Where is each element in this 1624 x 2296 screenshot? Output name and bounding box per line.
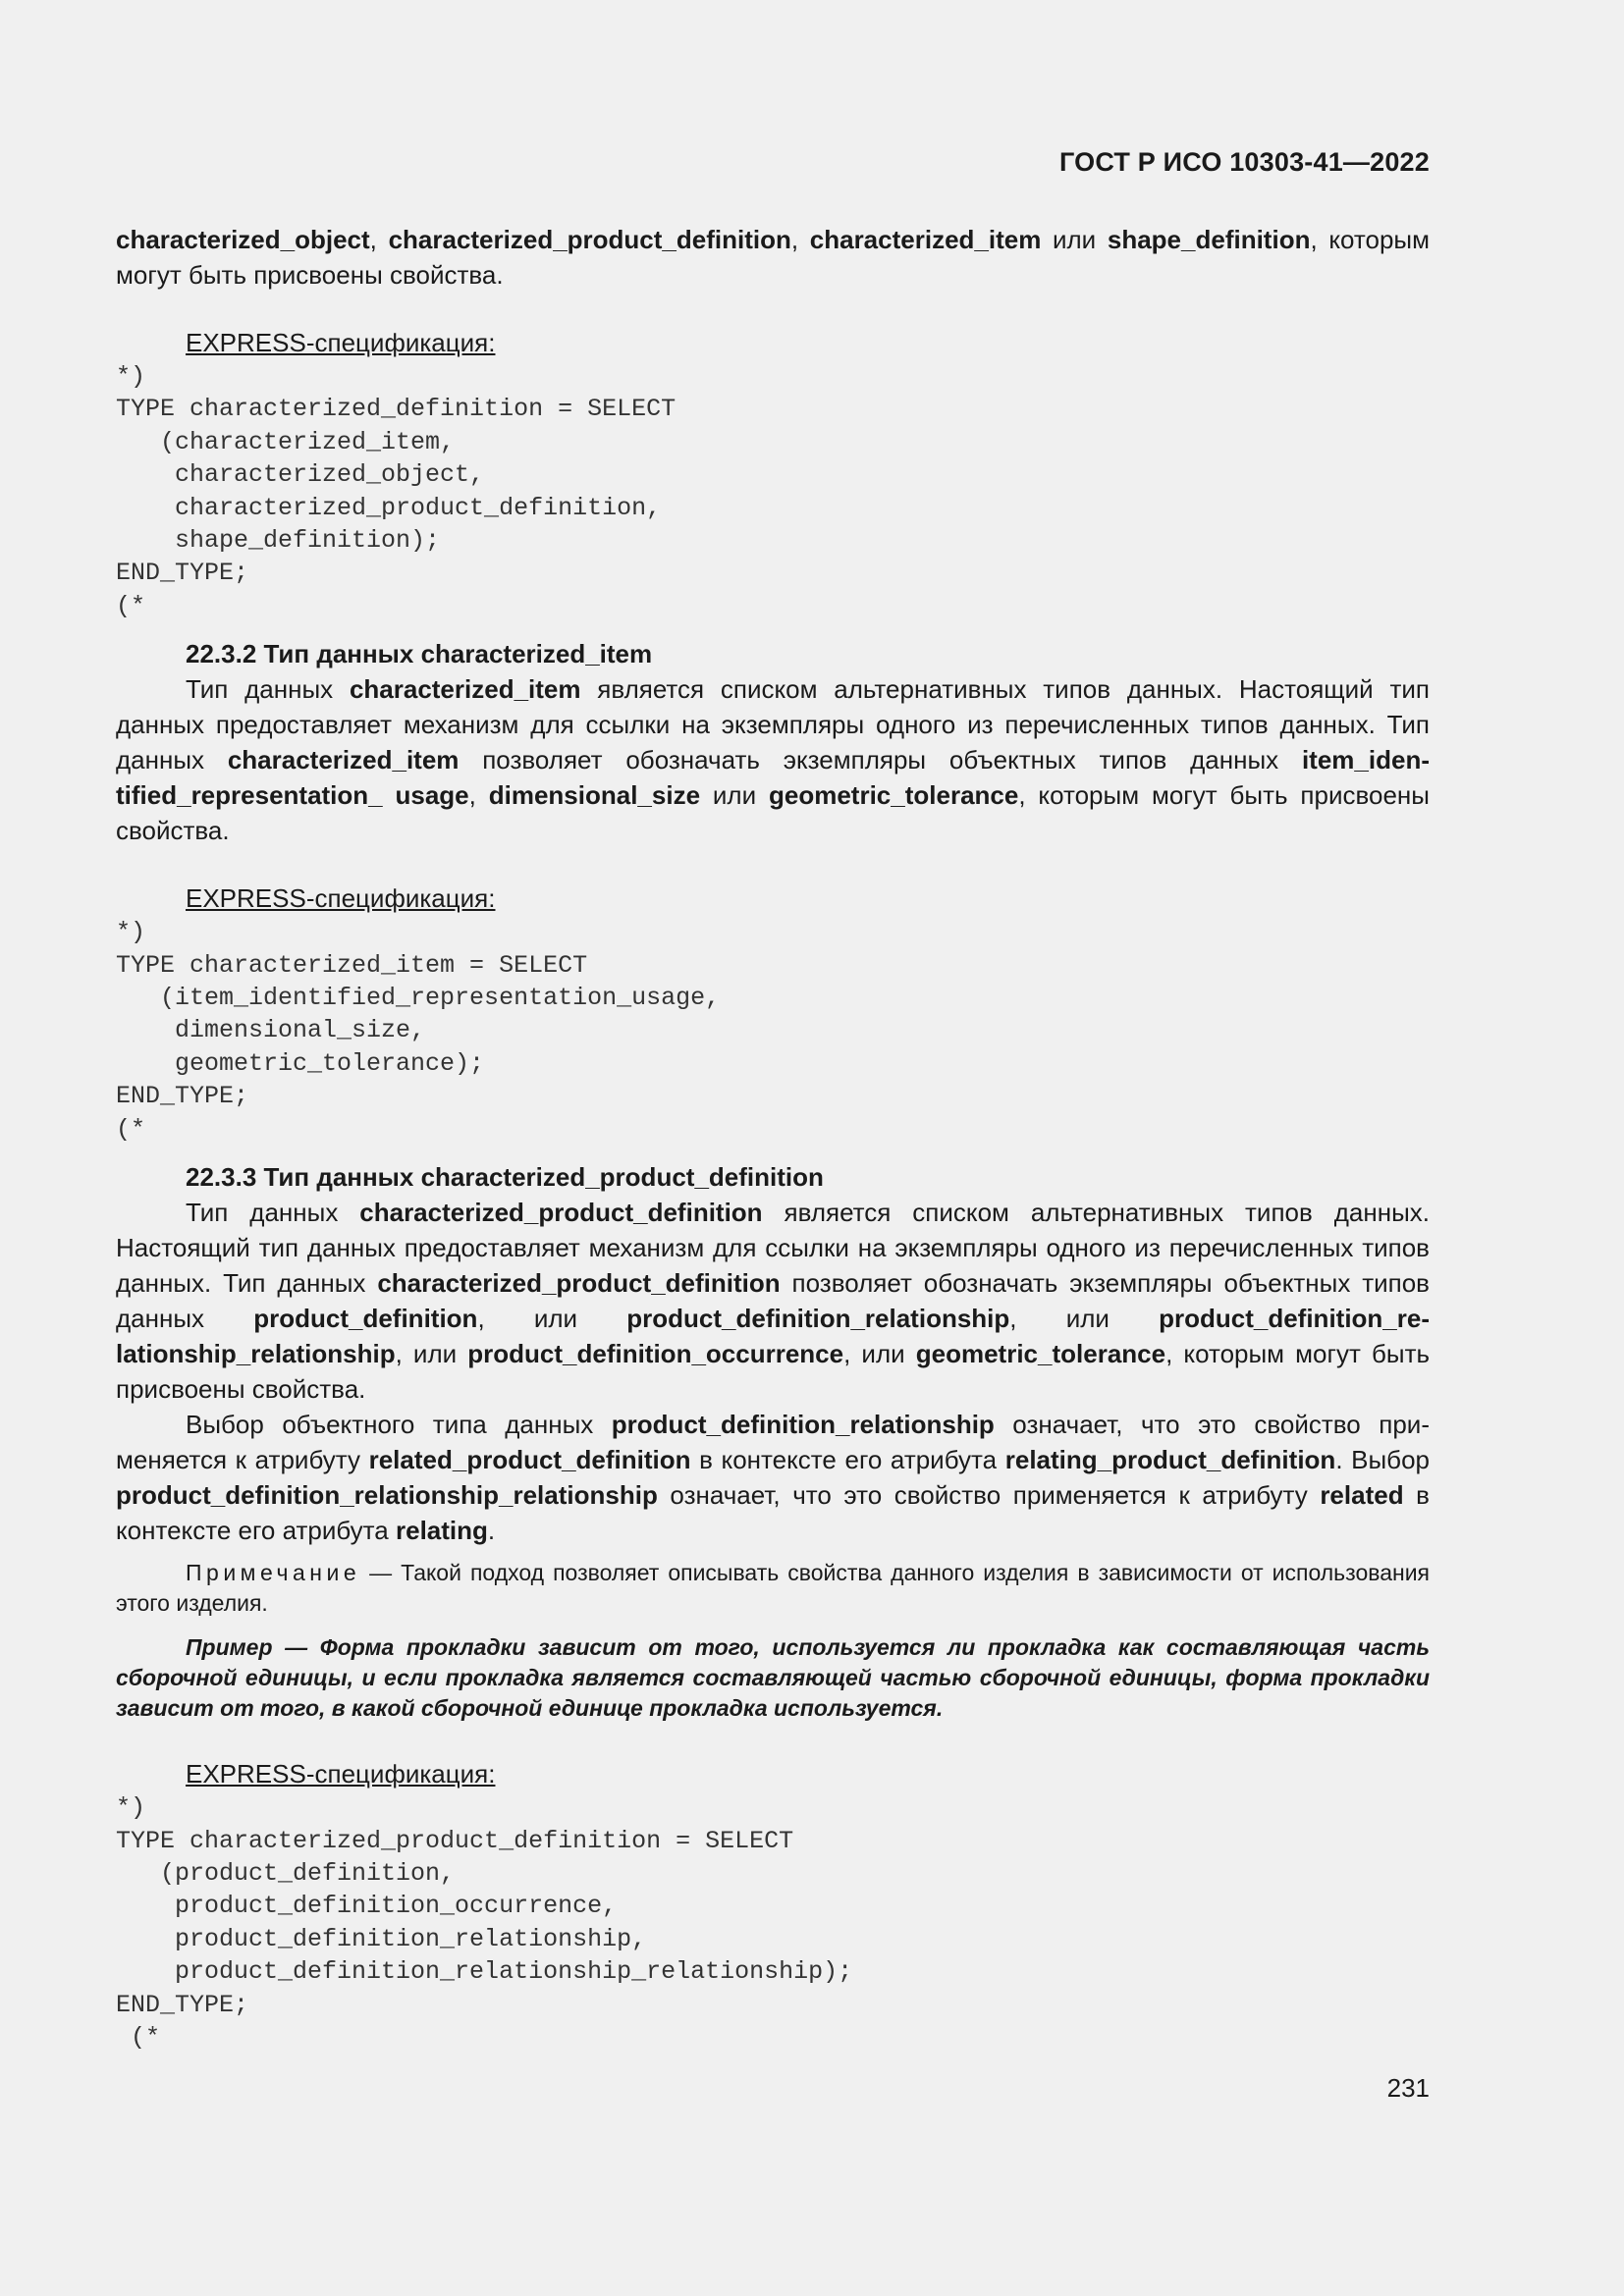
bold-term: product_definition_relationship_relationship — [116, 1304, 1431, 1369]
section-22-3-2-paragraph — [116, 671, 1430, 848]
bold-term: characterized_item — [227, 745, 460, 775]
bold-term: product_definition_relationship_relationship — [116, 1480, 658, 1511]
bold-term: characterized_product_definition — [388, 225, 791, 254]
bold-term: geometric_tolerance — [915, 1339, 1166, 1369]
section-heading-22-3-3: 22.3.3 Тип данных characterized_product_definition — [186, 1162, 824, 1193]
text-run: означает, что это свойство применяется к атрибуту — [657, 1480, 1321, 1511]
bold-term: characterized_item — [349, 674, 581, 705]
text-run: Тип данных — [186, 1198, 360, 1228]
text-run: , или — [395, 1339, 468, 1369]
bold-term: characterized_item — [809, 225, 1042, 254]
text-run: , или — [1009, 1304, 1160, 1334]
text-run: или — [700, 780, 769, 811]
section-22-3-3-paragraph-2 — [116, 1407, 1430, 1548]
bold-term: geometric_tolerance — [769, 780, 1019, 811]
bold-term: related — [1320, 1480, 1404, 1511]
bold-term: product_definition_occurrence — [467, 1339, 844, 1369]
express-spec-label: EXPRESS-спецификация: — [186, 328, 496, 357]
page-content — [116, 222, 1430, 2054]
section-22-3-3-paragraph-1 — [116, 1195, 1430, 1407]
text-run: означает, что это свойство применяется к атрибуту — [116, 1410, 1430, 1475]
document-page — [116, 0, 1430, 2296]
bold-term: product_definition_relationship — [611, 1410, 995, 1440]
text-run: является списком альтернативных типов данных. Настоящий тип данных предоставляет механизм для ссылки на экземпляры одного из перечисленных типов данных. Тип данных — [116, 674, 1430, 775]
text-run: , — [369, 225, 389, 254]
note-text: — Такой подход позволяет описывать свойства данного изделия в зависимости от использования этого изделия. — [116, 1560, 1430, 1617]
text-run: , которым могут быть присвоены свойства. — [116, 780, 1430, 846]
text-run: . Выбор — [1335, 1445, 1430, 1475]
text-run: Выбор объектного типа данных — [186, 1410, 612, 1440]
page-number: 231 — [1386, 2073, 1430, 2103]
text-run: Тип данных — [186, 674, 350, 705]
bold-term: characterized_product_definition — [377, 1268, 781, 1299]
bold-term: item_identified_representation_ usage — [116, 745, 1430, 811]
text-run: является списком альтернативных типов данных. Настоящий тип данных предоставляет механизм для ссылки на экземпляры одного из перечисленных типов данных. Тип данных — [116, 1198, 1430, 1299]
bold-term: product_definition_relationship — [626, 1304, 1010, 1334]
code-block-characterized-product-definition: *) TYPE characterized_product_definition = SELECT (product_definition, product_definition_occurrence, product_definition_relationship, product_definition_relationship_relationship); END_TYPE; (* — [116, 1793, 853, 2052]
text-run: , или — [843, 1339, 916, 1369]
note-label: Примечание — [186, 1560, 361, 1586]
note-paragraph — [116, 1558, 1430, 1619]
text-run: , которым могут быть присвоены свойства. — [116, 1339, 1431, 1405]
text-run: или — [1041, 225, 1108, 254]
example-paragraph: Пример — Форма прокладки зависит от того, используется ли прокладка как составляющая часть сборочной единицы, и если прокладка является составляющей частью сборочной единицы, форма прокладки зависит от того, в какой сборочной единице прокладка используется. — [116, 1634, 1430, 1722]
text-run: , — [468, 780, 489, 811]
document-header: ГОСТ Р ИСО 10303-41—2022 — [1059, 147, 1430, 177]
text-run: , или — [477, 1304, 627, 1334]
text-run: , — [790, 225, 810, 254]
bold-term: dimensional_size — [488, 780, 701, 811]
bold-term: characterized_product_definition — [359, 1198, 763, 1228]
text-run: , которым могут быть присвоены свойства. — [116, 225, 1430, 290]
text-run: в контексте его атрибута — [690, 1445, 1005, 1475]
bold-term: characterized_object — [116, 225, 370, 254]
section-heading-22-3-2: 22.3.2 Тип данных characterized_item — [186, 639, 653, 669]
bold-term: shape_definition — [1107, 225, 1311, 254]
express-spec-label: EXPRESS-спецификация: — [186, 883, 496, 914]
text-run: позволяет обозначать экземпляры объектных типов данных — [116, 1268, 1430, 1334]
text-run: в контексте его атрибута — [116, 1480, 1430, 1546]
bold-term: product_definition — [253, 1304, 478, 1334]
bold-term: relating — [395, 1516, 488, 1546]
code-block-characterized-definition: *) TYPE characterized_definition = SELECT (characterized_item, characterized_object, characterized_product_definition, shape_definition); END_TYPE; (* — [116, 362, 677, 620]
express-spec-label: EXPRESS-спецификация: — [186, 1759, 496, 1789]
bold-term: related_product_definition — [368, 1445, 691, 1475]
text-run: . — [487, 1516, 496, 1546]
intro-paragraph — [116, 222, 1430, 293]
bold-term: relating_product_definition — [1004, 1445, 1336, 1475]
text-run: позволяет обозначать экземпляры объектных типов данных — [459, 745, 1302, 775]
code-block-characterized-item: *) TYPE characterized_item = SELECT (item_identified_representation_usage, dimensional_size, geometric_tolerance); END_TYPE; (* — [116, 918, 721, 1144]
